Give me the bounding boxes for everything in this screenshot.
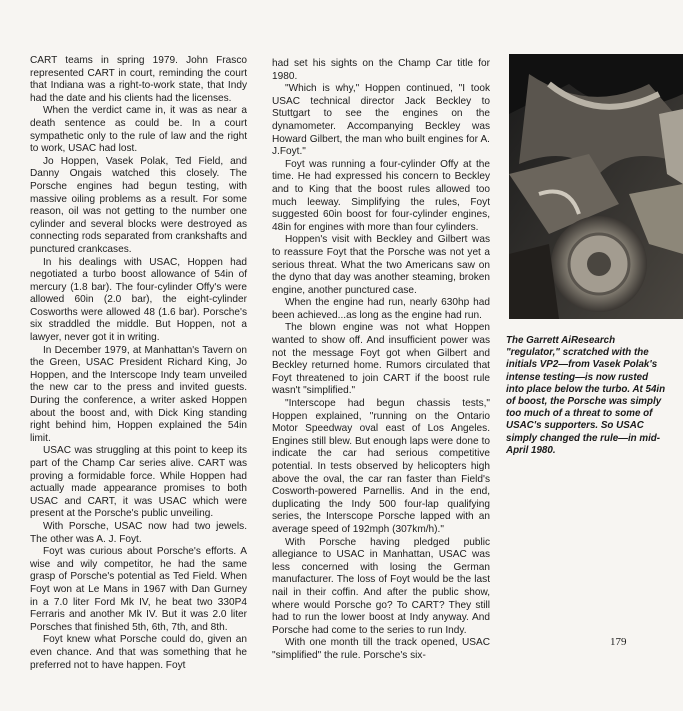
paragraph: In December 1979, at Manhattan's Tavern on the Green, USAC President Richard King, Jo Hoppen, and the Interscope Indy team unveiled the new car to the press and invited guests. During the conference, a writer asked Hoppen about the boost and, with Dick King standing right behind him, Hoppen explained the 54in limit. [30,344,247,444]
paragraph: Foyt knew what Porsche could do, given an even chance. And that was something that he preferred not to have happen. Foyt [30,634,247,671]
paragraph: In his dealings with USAC, Hoppen had negotiated a turbo boost allowance of 54in of mercury (1.8 bar). The four-cylinder Offy's were allowed 60in (2.0 bar), the eight-cylinder Cosworths were allowed 48 (1.6 bar). Porsche's six straddled the middle. But Hoppen, not a lawyer, never got it in writing. [30,256,247,344]
turbo-regulator-photo [509,54,683,319]
paragraph: USAC was struggling at this point to keep its part of the Champ Car series alive. CART was proving a formidable force. While Hoppen had actually made appearance promises to both USAC and CART, it was USAC which were present at the Porsche's public unveiling. [30,445,247,520]
paragraph: When the engine had run, nearly 630hp had been achieved...as long as the engine had run. [272,297,490,321]
paragraph: "Interscope had begun chassis tests," Hoppen explained, "running on the Ontario Motor Speedway oval east of Los Angeles. Engines still blew. But enough laps were done to indicate the car had serious competitive potential. In tests observed by helicopters high above the oval, the car ran faster than Field's Cosworth-powered Parnellis. And in the end, duplicating the Indy 500 four-lap qualifying series, the Interscope Porsche lapped with an average speed of 192mph (307km/h)." [272,398,490,535]
paragraph: Jo Hoppen, Vasek Polak, Ted Field, and Danny Ongais watched this closely. The Porsche engines had begun testing, with massive oiling problems as a result. For some reason, oil was not getting to the number one cylinder and several blocks were destroyed as connecting rods separated from crankshafts and punctured crankcases. [30,155,247,255]
paragraph: When the verdict came in, it was as near a death sentence as could be. In a court sympathetic only to the rule of law and the right to work, USAC had lost. [30,105,247,155]
paragraph: Foyt was running a four-cylinder Offy at the time. He had expressed his concern to Beckley and to King that the boost rules allowed too much leeway. Simplifying the rules, Foyt suggested 60in boost for four-cylinder engines, 48in for engines with more than four cylinders. [272,158,490,233]
paragraph: had set his sights on the Champ Car title for 1980. [272,58,490,82]
text-column-middle [272,58,490,663]
paragraph: With Porsche having pledged public allegiance to USAC in Manhattan, USAC was less concerned with losing the German manufacturer. The loss of Foyt would be the last nail in their coffin. And after the public show, where would Porsche go? To CART? They still had to run the lower boost at Indy anyway. And Porsche had come to the series to run Indy. [272,536,490,636]
paragraph: "Which is why," Hoppen continued, "I took USAC technical director Jack Beckley to Stuttgart to see the engines on the dynamometer. Accompanying Beckley was Howard Gilbert, the man who built engines for A. J.Foyt." [272,83,490,158]
text-column-left [30,55,247,672]
paragraph: CART teams in spring 1979. John Frasco represented CART in court, reminding the court that Indiana was a right-to-work state, that Indy had the date and his clients had the licenses. [30,55,247,104]
photo-caption: The Garrett AiResearch "regulator," scratched with the initials VP2—from Vasek Polak's intense testing—is now rusted into place below the turbo. At 54in of boost, the Porsche was simply too much of a threat to some of USAC's supporters. So USAC simply changed the rule—in mid-April 1980. [506,335,666,456]
paragraph: With Porsche, USAC now had two jewels. The other was A. J. Foyt. [30,520,247,545]
page-number: 179 [610,636,627,648]
paragraph: Hoppen's visit with Beckley and Gilbert was to reassure Foyt that the Porsche was not yet a serious threat. What the two Americans saw on the dyno that day was another steaming, broken engine, another punctured case. [272,234,490,296]
paragraph: With one month till the track opened, USAC "simplified" the rule. Porsche's six- [272,637,490,661]
paragraph: Foyt was curious about Porsche's efforts. A wise and wily competitor, he had the same grasp of Porsche's potential as Ted Field. When Foyt won at Le Mans in 1967 with Dan Gurney in a 7.0 liter Ford Mk IV, he beat two 330P4 Ferraris and another Mk IV. But it was 2.0 liter Porsches that finished 5th, 6th, 7th, and 8th. [30,546,247,633]
paragraph: The blown engine was not what Hoppen wanted to show off. And insufficient power was not the message Foyt got when Gilbert and Beckley returned home. Rumors circulated that Foyt threatened to join CART if the boost rule wasn't "simplified." [272,322,490,397]
